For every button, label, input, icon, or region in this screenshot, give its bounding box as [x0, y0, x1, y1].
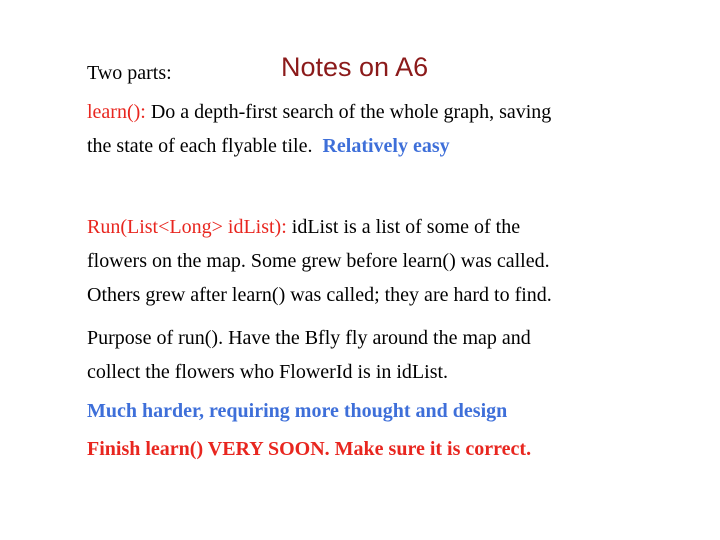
- slide-title: Notes on A6: [281, 52, 429, 82]
- learn-description-2: the state of each flyable tile.: [87, 135, 323, 157]
- run-line-1: [87, 210, 552, 244]
- run-paragraph: [87, 210, 552, 312]
- purpose-line-1: Purpose of run(). Have the Bfly fly around the map and: [87, 327, 531, 349]
- learn-line-2: [87, 129, 551, 163]
- run-label: Run(List<Long> idList):: [87, 216, 287, 238]
- run-line-3: Others grew after learn() was called; they are hard to find.: [87, 284, 552, 306]
- run-description-1: idList is a list of some of the: [286, 216, 521, 238]
- learn-label: learn():: [87, 101, 146, 123]
- purpose-line-2: collect the flowers who FlowerId is in idList.: [87, 361, 449, 383]
- learn-difficulty-note: Relatively easy: [322, 135, 450, 157]
- learn-description-1: Do a depth-first search of the whole graph, saving: [145, 101, 552, 123]
- finish-note: Finish learn() VERY SOON. Make sure it is correct.: [87, 438, 532, 460]
- run-line-2: flowers on the map. Some grew before learn() was called.: [87, 250, 550, 272]
- learn-paragraph: [87, 95, 551, 163]
- harder-note: Much harder, requiring more thought and design: [87, 400, 508, 422]
- learn-line-1: [87, 95, 551, 129]
- purpose-paragraph: [87, 321, 531, 389]
- intro-text: Two parts:: [87, 62, 172, 84]
